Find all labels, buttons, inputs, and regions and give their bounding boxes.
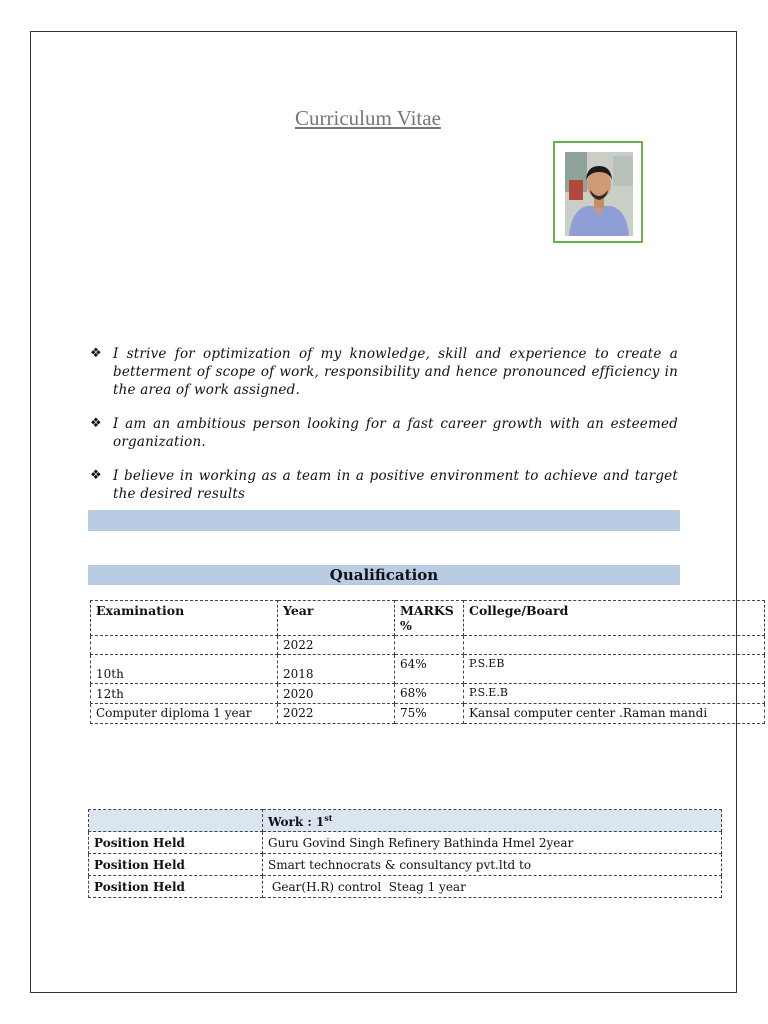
diamond-bullet-icon: ❖ (90, 468, 102, 483)
section-divider-band (88, 510, 680, 531)
objective-item (90, 345, 678, 399)
table-cell: P.S.E.B (464, 684, 765, 704)
work-header-label: Work : 1 (268, 814, 325, 829)
table-row (91, 684, 765, 704)
work-table (88, 809, 722, 898)
document-title: Curriculum Vitae (295, 106, 441, 130)
position-label: Position Held (89, 854, 263, 876)
table-cell: 2018 (278, 655, 395, 684)
table-row (91, 704, 765, 724)
position-label: Position Held (89, 876, 263, 898)
diamond-bullet-icon: ❖ (90, 346, 102, 361)
objective-text: I am an ambitious person looking for a fast career growth with an esteemed organization. (113, 416, 678, 450)
work-header-row (89, 810, 722, 832)
table-cell: 68% (395, 684, 464, 704)
table-cell: 10th (91, 655, 278, 684)
table-cell: Computer diploma 1 year (91, 704, 278, 724)
work-header-sup: st (324, 812, 333, 823)
objective-text: I strive for optimization of my knowledge, skill and experience to create a betterment of scope of work, responsibility and hence pronounced efficiency in the area of work assigned. (113, 346, 678, 398)
table-row (89, 854, 722, 876)
objective-item (90, 415, 678, 451)
table-cell: 12th (91, 684, 278, 704)
table-cell: 2022 (278, 704, 395, 724)
column-header: Examination (91, 601, 278, 636)
table-row (91, 636, 765, 655)
qualification-heading: Qualification (88, 565, 680, 585)
table-cell (89, 810, 263, 832)
profile-photo-frame (553, 141, 643, 243)
table-cell: 2020 (278, 684, 395, 704)
work-header (263, 810, 722, 832)
qualification-table (90, 600, 765, 724)
objective-text: I believe in working as a team in a positive environment to achieve and target the desired results (113, 468, 678, 502)
objective-item (90, 467, 678, 503)
diamond-bullet-icon: ❖ (90, 416, 102, 431)
position-label: Position Held (89, 832, 263, 854)
table-row (89, 876, 722, 898)
table-cell (91, 636, 278, 655)
profile-photo (565, 152, 633, 236)
objectives-list (90, 345, 678, 519)
column-header: Year (278, 601, 395, 636)
table-row (89, 832, 722, 854)
position-value: Gear(H.R) control Steag 1 year (263, 876, 722, 898)
position-value: Smart technocrats & consultancy pvt.ltd to (263, 854, 722, 876)
table-cell (464, 636, 765, 655)
table-cell (395, 636, 464, 655)
position-value: Guru Govind Singh Refinery Bathinda Hmel 2year (263, 832, 722, 854)
table-cell: Kansal computer center .Raman mandi (464, 704, 765, 724)
column-header: MARKS % (395, 601, 464, 636)
table-cell: 2022 (278, 636, 395, 655)
table-cell: 64% (395, 655, 464, 684)
table-row (91, 655, 765, 684)
table-cell: 75% (395, 704, 464, 724)
table-cell: P.S.EB (464, 655, 765, 684)
column-header: College/Board (464, 601, 765, 636)
table-header-row (91, 601, 765, 636)
